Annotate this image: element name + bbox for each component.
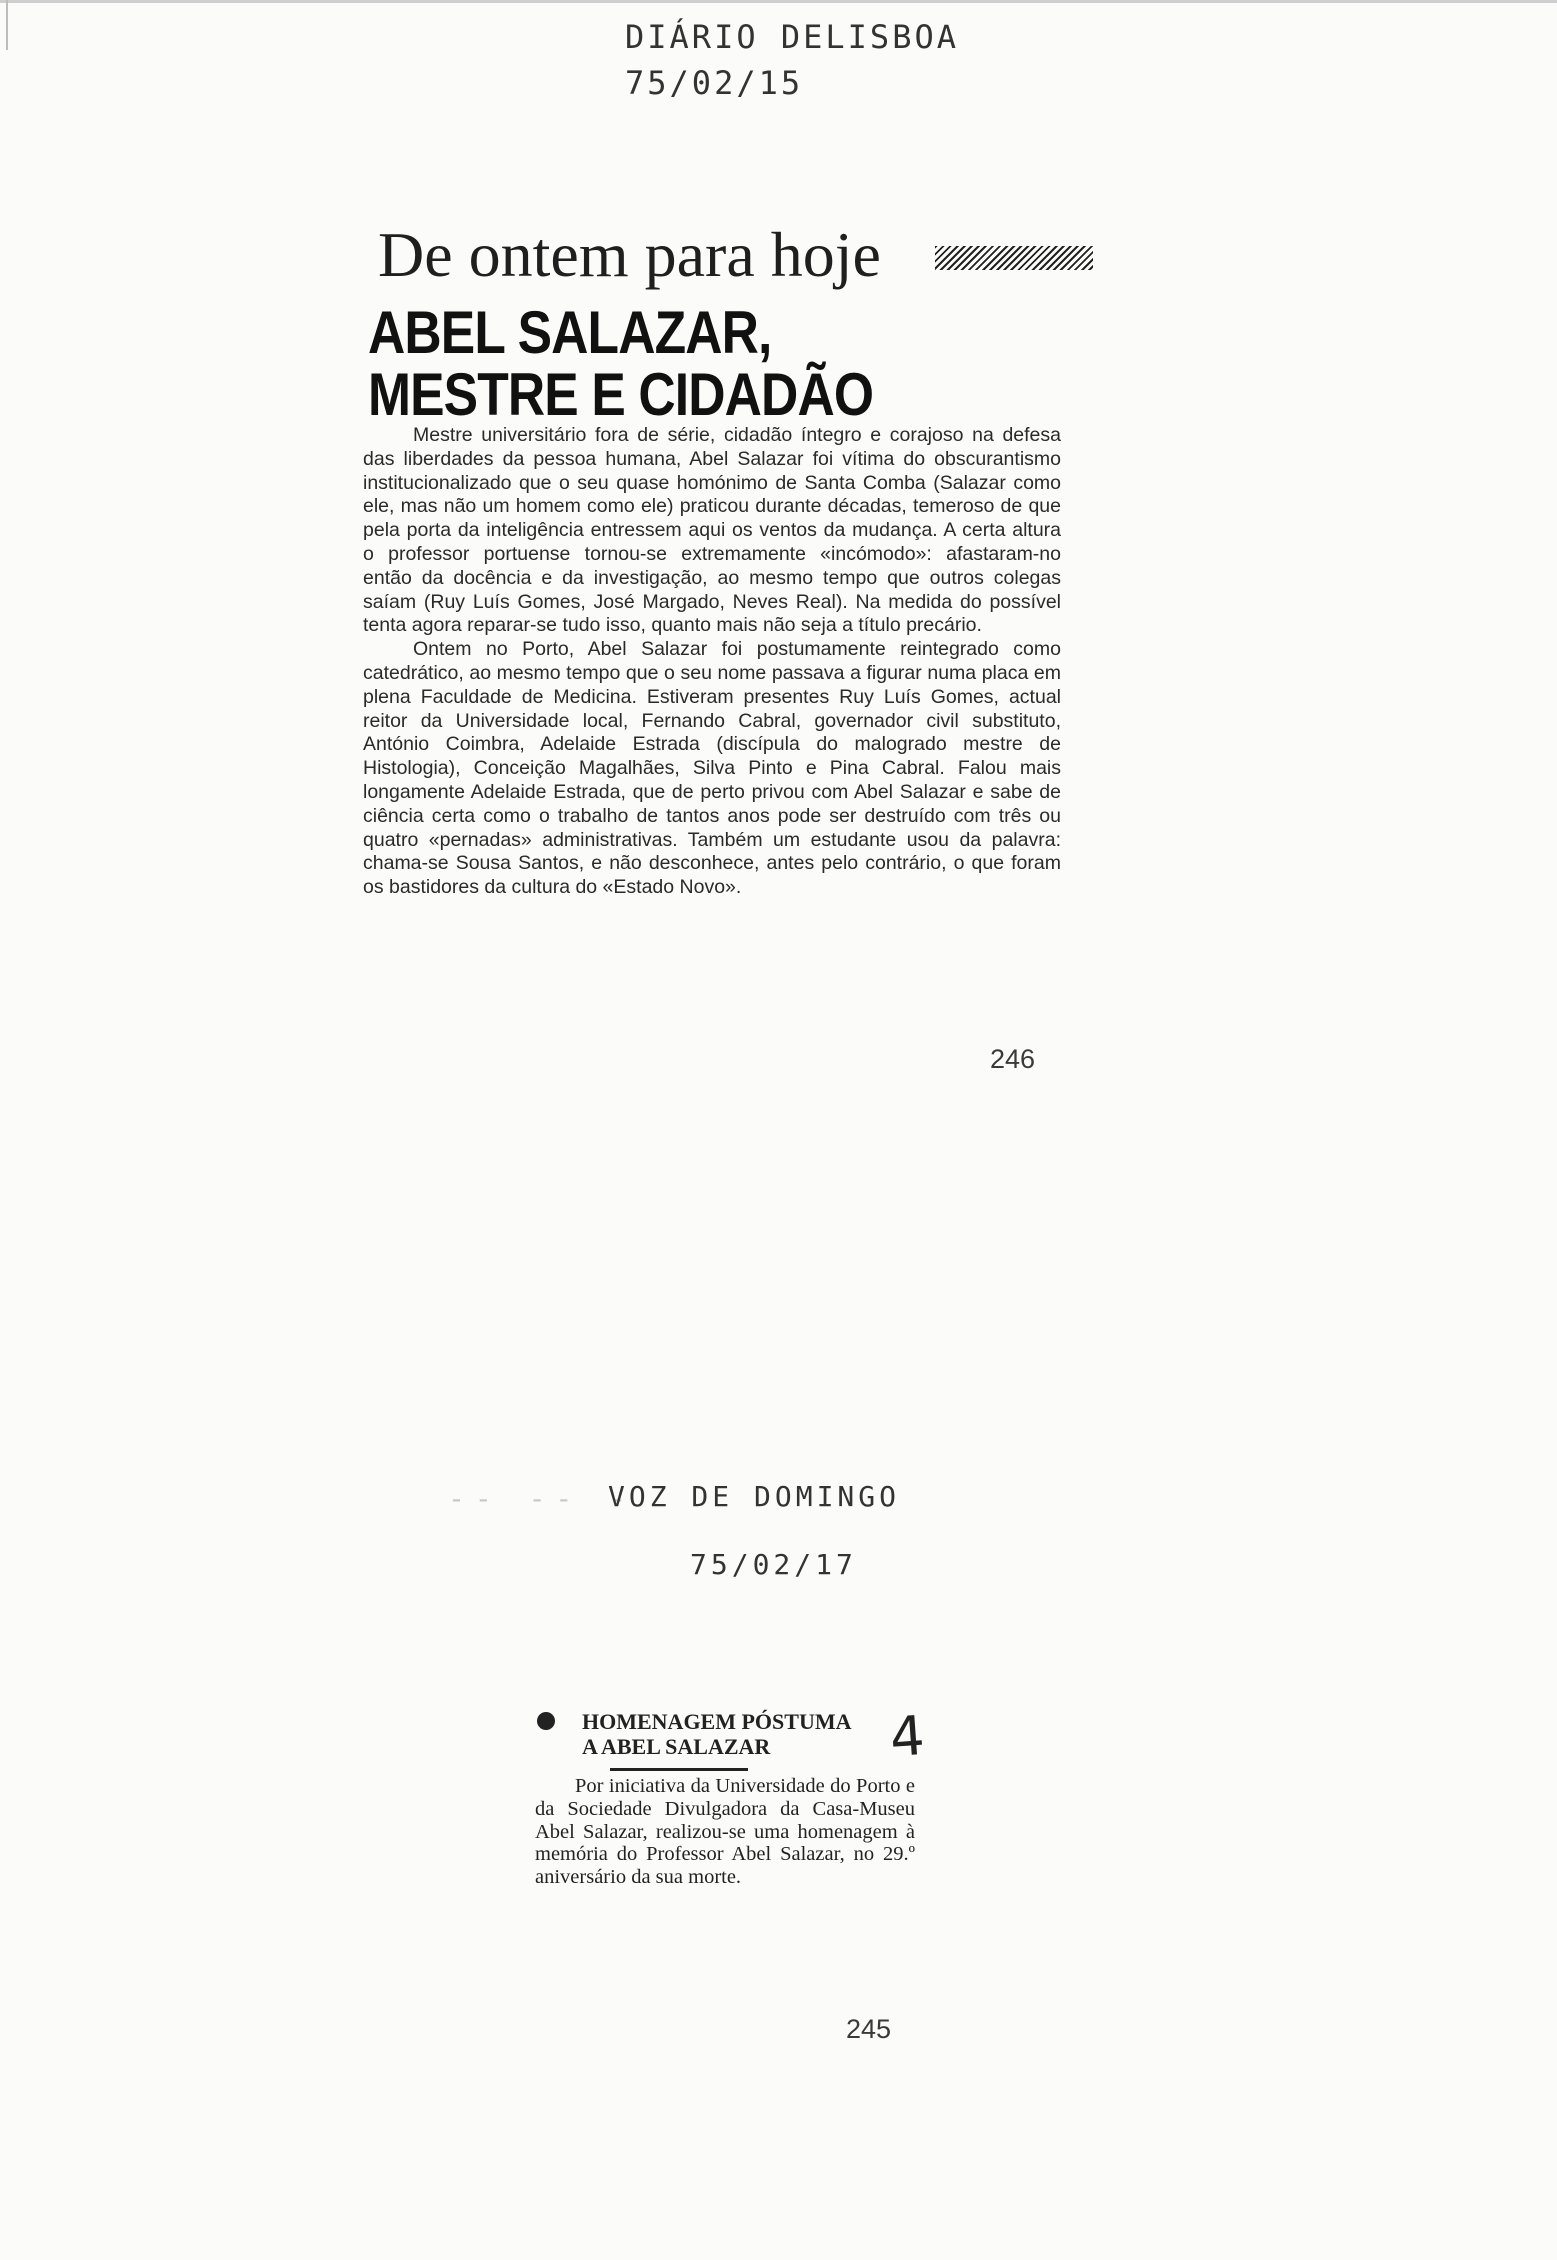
headline-line-2: MESTRE E CIDADÃO (368, 361, 874, 428)
article-paragraph-1: Mestre universitário fora de série, cidadão íntegro e corajoso na defesa das liberdades da pessoa humana, Abel Salazar foi vítima do obscurantismo institucionalizado que o seu quase homónimo de Santa Comba (Salazar como ele, mas não um homem como ele) praticou durante décadas, temeroso de que pela porta da inteligência entressem aqui os ventos da mudança. A certa altura o professor portuense tornou-se extremamente «incómodo»: afastaram-no então da docência e da investigação, ao mesmo tempo que outros colegas saíam (Ruy Luís Gomes, José Margado, Neves Real). Na medida do possível tenta agora reparar-se tudo isso, quanto mais não seja a título precário. (363, 424, 1061, 637)
article-body (363, 424, 1061, 900)
clipping2-underline (610, 1768, 748, 1771)
page-number-246: 246 (990, 1044, 1036, 1074)
section-kicker: De ontem para hoje (378, 219, 881, 290)
scan-edge-left (6, 0, 8, 50)
clipping2-faint-stamp: -- -- - (448, 1482, 637, 1515)
clipping2-source-stamp: VOZ DE DOMINGO (608, 1480, 901, 1513)
kicker-hatch-decoration (935, 246, 1093, 270)
handwritten-mark: 4 (887, 1703, 927, 1770)
headline-line-1: ABEL SALAZAR, (368, 299, 772, 366)
clipping1-date-stamp: 75/02/15 (625, 64, 804, 102)
clipping2-date-stamp: 75/02/17 (690, 1548, 857, 1581)
clipping2-body: Por iniciativa da Universidade do Porto e da Sociedade Divulgadora da Casa-Museu Abel Salazar, realizou-se uma homenagem à memória do Professor Abel Salazar, no 29.º aniversário da sua morte. (535, 1775, 915, 1889)
bullet-icon (537, 1712, 555, 1730)
scan-edge-top (0, 0, 1557, 3)
article-headline (368, 299, 874, 428)
clipping2-title: HOMENAGEM PÓSTUMA A ABEL SALAZAR (582, 1709, 852, 1759)
page-number-245: 245 (846, 2014, 892, 2044)
clipping1-source-stamp: DIÁRIO DELISBOA (625, 18, 959, 56)
article-paragraph-2: Ontem no Porto, Abel Salazar foi postumamente reintegrado como catedrático, ao mesmo tempo que o seu nome passava a figurar numa placa em plena Faculdade de Medicina. Estiveram presentes Ruy Luís Gomes, actual reitor da Universidade local, Fernando Cabral, governador civil substituto, António Coimbra, Adelaide Estrada (discípula do malogrado mestre de Histologia), Conceição Magalhães, Silva Pinto e Pina Cabral. Falou mais longamente Adelaide Estrada, que de perto privou com Abel Salazar e sabe de ciência certa como o trabalho de tantos anos pode ser destruído com três ou quatro «pernadas» administrativas. Também um estudante usou da palavra: chama-se Sousa Santos, e não desconhece, antes pelo contrário, o que foram os bastidores da cultura do «Estado Novo». (363, 638, 1061, 899)
